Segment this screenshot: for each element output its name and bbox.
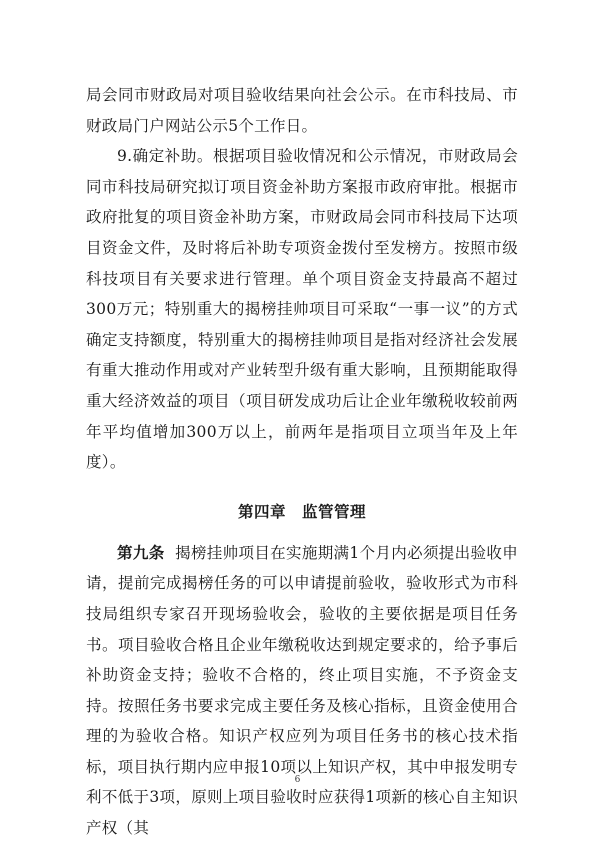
chapter-heading xyxy=(86,500,518,522)
article-text: 揭榜挂帅项目在实施期满1个月内必须提出验收申请，提前完成揭榜任务的可以申请提前验收，验收形式为市科技局组织专家召开现场验收会，验收的主要依据是项目任务书。项目验收合格且企业年缴税收达到规定要求的，给予事后补助资金支持；验收不合格的，终止项目实施，不予资金支持。按照任务书要求完成主要任务及核心指标，且资金使用合理的为验收合格。知识产权应列为项目任务书的核心技术指标，项目执行期内应申报10项以上知识产权，其中申报发明专利不低于3项，原则上项目验收时应获得1项新的核心自主知识产权（其 xyxy=(86,543,518,838)
document-body xyxy=(86,80,518,844)
chapter-title: 监管管理 xyxy=(302,502,367,521)
article-nine xyxy=(86,538,518,844)
page-number: 6 xyxy=(294,775,301,785)
article-label: 第九条 xyxy=(117,543,165,562)
chapter-number: 第四章 xyxy=(237,502,286,521)
paragraph-continued: 局会同市财政局对项目验收结果向社会公示。在市科技局、市财政局门户网站公示5个工作日。 xyxy=(86,86,518,135)
paragraph-confirm-subsidy: 9.确定补助。根据项目验收情况和公示情况，市财政局会同市科技局研究拟订项目资金补助方案报市政府审批。根据市政府批复的项目资金补助方案，市财政局会同市科技局下达项目资金文件，及时将后补助专项资金拨付至发榜方。按照市级科技项目有关要求进行管理。单个项目资金支持最高不超过300万元；特别重大的揭榜挂帅项目可采取“一事一议”的方式确定支持额度，特别重大的揭榜挂帅项目是指对经济社会发展有重大推动作用或对产业转型升级有重大影响，且预期能取得重大经济效益的项目（项目研发成功后让企业年缴税收较前两年平均值增加300万以上，前两年是指项目立项当年及上年度）。 xyxy=(86,147,518,472)
